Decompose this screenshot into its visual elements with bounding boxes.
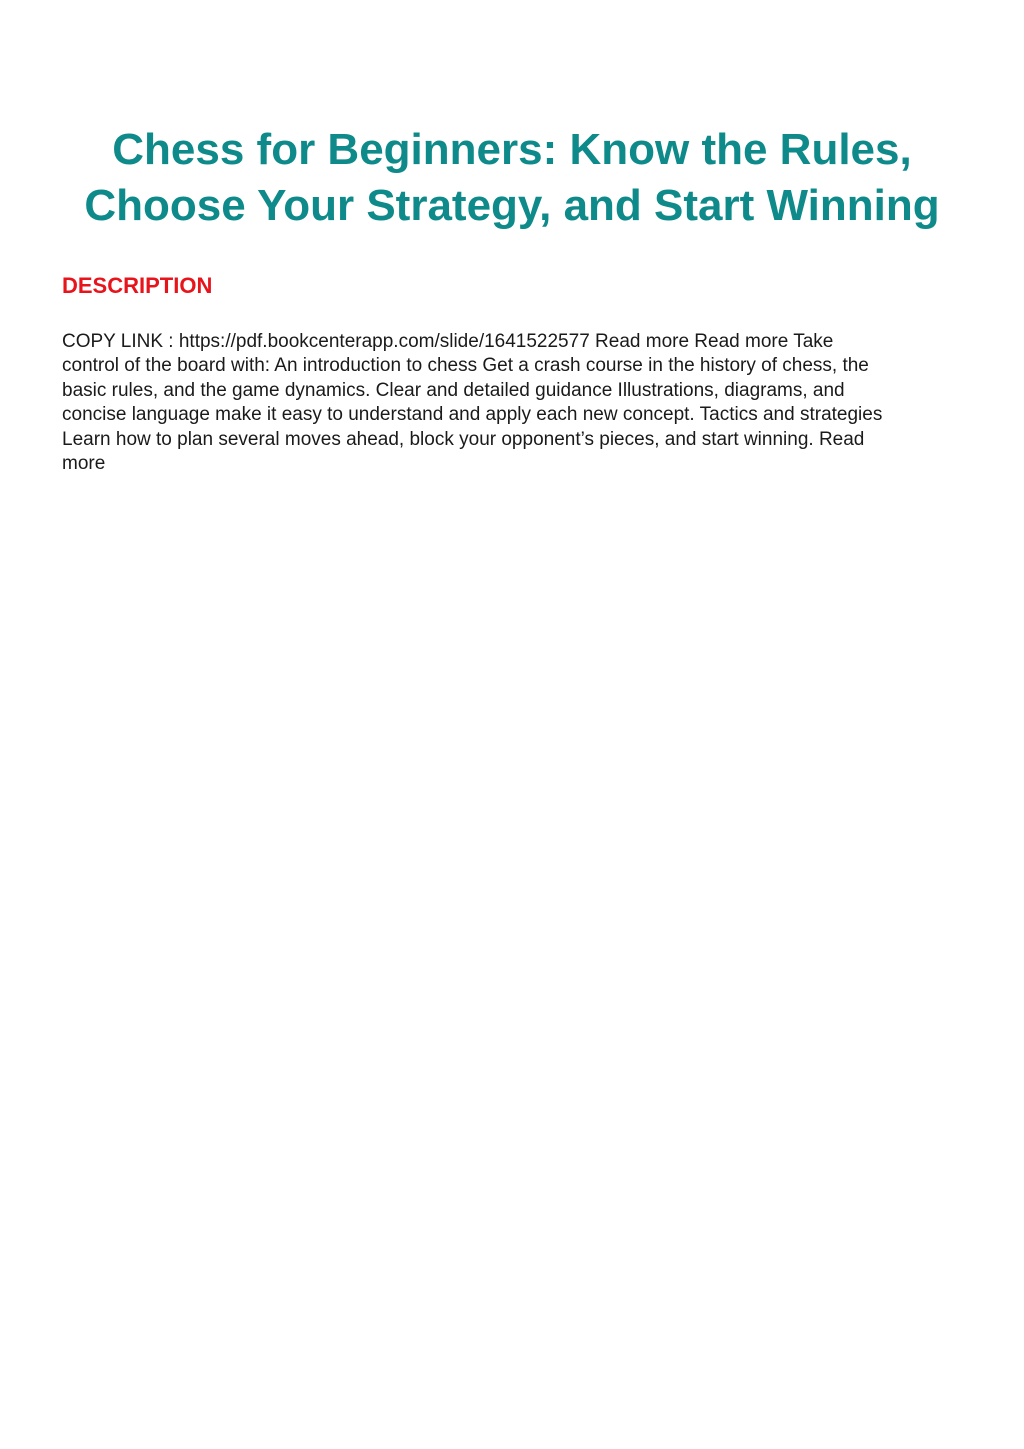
description-line-5: Learn how to plan several moves ahead, block your opponent’s pieces, and start winning. Read <box>62 428 865 450</box>
description-line-2: control of the board with: An introduction to chess Get a crash course in the history of chess, the <box>62 355 869 377</box>
description-line-1: COPY LINK : https://pdf.bookcenterapp.com/slide/1641522577 Read more Read more Take <box>62 331 834 352</box>
description-body <box>62 330 962 476</box>
title-line-2: Choose Your Strategy, and Start Winning <box>84 181 940 230</box>
description-line-4: concise language make it easy to understand and apply each new concept. Tactics and strategies <box>62 404 883 426</box>
document-title <box>60 122 964 234</box>
title-line-1: Chess for Beginners: Know the Rules, <box>112 125 912 174</box>
description-line-6: more <box>62 453 106 475</box>
description-heading: DESCRIPTION <box>62 273 213 298</box>
description-line-3: basic rules, and the game dynamics. Clear and detailed guidance Illustrations, diagrams, and <box>62 379 845 401</box>
